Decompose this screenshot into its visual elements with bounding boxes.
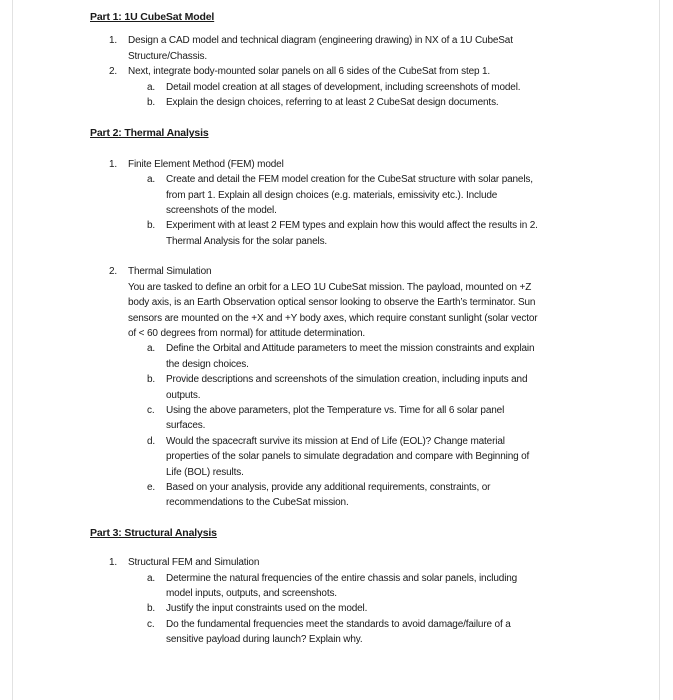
list-subitem — [90, 617, 590, 648]
mission-paragraph — [90, 280, 590, 342]
item-title: Thermal Simulation — [128, 266, 212, 278]
subitem-letter: b. — [147, 220, 156, 232]
paragraph-line: of < 60 degrees from normal) for attitude determination. — [128, 327, 366, 339]
paragraph-line: body axis, is an Earth Observation optical sensor looking to observe the Earth’s terminator. Sun — [128, 297, 536, 309]
subitem-letter: a. — [147, 343, 156, 355]
subitem-text-line: surfaces. — [166, 420, 206, 432]
subitem-text-line: Life (BOL) results. — [166, 466, 244, 478]
list-subitem — [90, 571, 590, 602]
subitem-text-line: from part 1. Explain all design choices (e.g. materials, emissivity etc.). Include — [166, 189, 498, 201]
paragraph-line: You are tasked to define an orbit for a LEO 1U CubeSat mission. The payload, mounted on +Z — [128, 281, 532, 293]
list-subitem — [90, 80, 590, 95]
item-title: Finite Element Method (FEM) model — [128, 158, 284, 170]
list-subitem — [90, 172, 590, 218]
item-text-line: Design a CAD model and technical diagram (engineering drawing) in NX of a 1U CubeSat — [128, 35, 513, 47]
list-subitem — [90, 403, 590, 434]
subitem-text-line: Define the Orbital and Attitude parameters to meet the mission constraints and explain — [166, 343, 535, 355]
list-item — [90, 555, 590, 570]
list-subitem — [90, 601, 590, 616]
subitem-text-line: recommendations to the CubeSat mission. — [166, 497, 349, 509]
item-text-line: Structure/Chassis. — [128, 50, 207, 62]
subitem-letter: e. — [147, 481, 156, 493]
item-title: Structural FEM and Simulation — [128, 557, 260, 569]
list-subitem — [90, 341, 590, 372]
list-item — [90, 33, 590, 64]
subitem-text-line: screenshots of the model. — [166, 205, 277, 217]
list-subitem — [90, 95, 590, 110]
subitem-text-line: outputs. — [166, 389, 201, 401]
document-page — [12, 0, 660, 700]
subitem-text-line: Experiment with at least 2 FEM types and explain how this would affect the results in 2. — [166, 220, 538, 232]
subitem-letter: b. — [147, 603, 156, 615]
item-text-line: Next, integrate body-mounted solar panels on all 6 sides of the CubeSat from step 1. — [128, 66, 491, 78]
part2-heading: Part 2: Thermal Analysis — [90, 127, 209, 140]
subitem-text-line: Based on your analysis, provide any additional requirements, constraints, or — [166, 481, 491, 493]
subitem-letter: b. — [147, 97, 156, 109]
subitem-text-line: Thermal Analysis for the solar panels. — [166, 235, 328, 247]
subitem-letter: c. — [147, 618, 155, 630]
subitem-letter: c. — [147, 404, 155, 416]
subitem-text-line: model inputs, outputs, and screenshots. — [166, 588, 337, 599]
subitem-text-line: Provide descriptions and screenshots of the simulation creation, including inputs and — [166, 374, 528, 386]
list-subitem — [90, 434, 590, 480]
subitem-letter: b. — [147, 374, 156, 386]
subitem-letter: d. — [147, 435, 156, 447]
item-number: 2. — [109, 266, 118, 278]
list-subitem — [90, 372, 590, 403]
list-subitem — [90, 480, 590, 511]
subitem-text-line: Do the fundamental frequencies meet the standards to avoid damage/failure of a — [166, 618, 511, 630]
document-content — [90, 10, 590, 648]
subitem-text-line: Would the spacecraft survive its mission at End of Life (EOL)? Change material — [166, 435, 505, 447]
subitem-text-line: sensitive payload during launch? Explain why. — [166, 634, 363, 646]
list-item — [90, 264, 590, 279]
subitem-text-line: the design choices. — [166, 358, 249, 370]
subitem-letter: a. — [147, 81, 156, 93]
item-number: 1. — [109, 158, 118, 170]
subitem-text-line: Justify the input constraints used on the model. — [166, 603, 368, 615]
subitem-text-line: Detail model creation at all stages of development, including screenshots of model. — [166, 81, 521, 93]
list-item — [90, 64, 590, 79]
subitem-text-line: Explain the design choices, referring to at least 2 CubeSat design documents. — [166, 97, 499, 109]
item-number: 1. — [109, 557, 118, 569]
paragraph-line: sensors are mounted on the +X and +Y body axes, which require constant sunlight (solar vector — [128, 312, 538, 324]
subitem-letter: a. — [147, 174, 156, 186]
subitem-letter: a. — [147, 572, 156, 584]
part1-heading: Part 1: 1U CubeSat Model — [90, 11, 215, 23]
part3-heading: Part 3: Structural Analysis — [90, 526, 217, 539]
list-subitem — [90, 218, 590, 249]
subitem-text-line: properties of the solar panels to simulate degradation and compare with Beginning of — [166, 451, 530, 463]
subitem-text-line: Create and detail the FEM model creation for the CubeSat structure with solar panels, — [166, 174, 533, 186]
list-item — [90, 157, 590, 172]
subitem-text-line: Determine the natural frequencies of the entire chassis and solar panels, including — [166, 572, 518, 584]
subitem-text-line: Using the above parameters, plot the Temperature vs. Time for all 6 solar panel — [166, 404, 505, 416]
item-number: 2. — [109, 66, 118, 78]
item-number: 1. — [109, 35, 118, 47]
